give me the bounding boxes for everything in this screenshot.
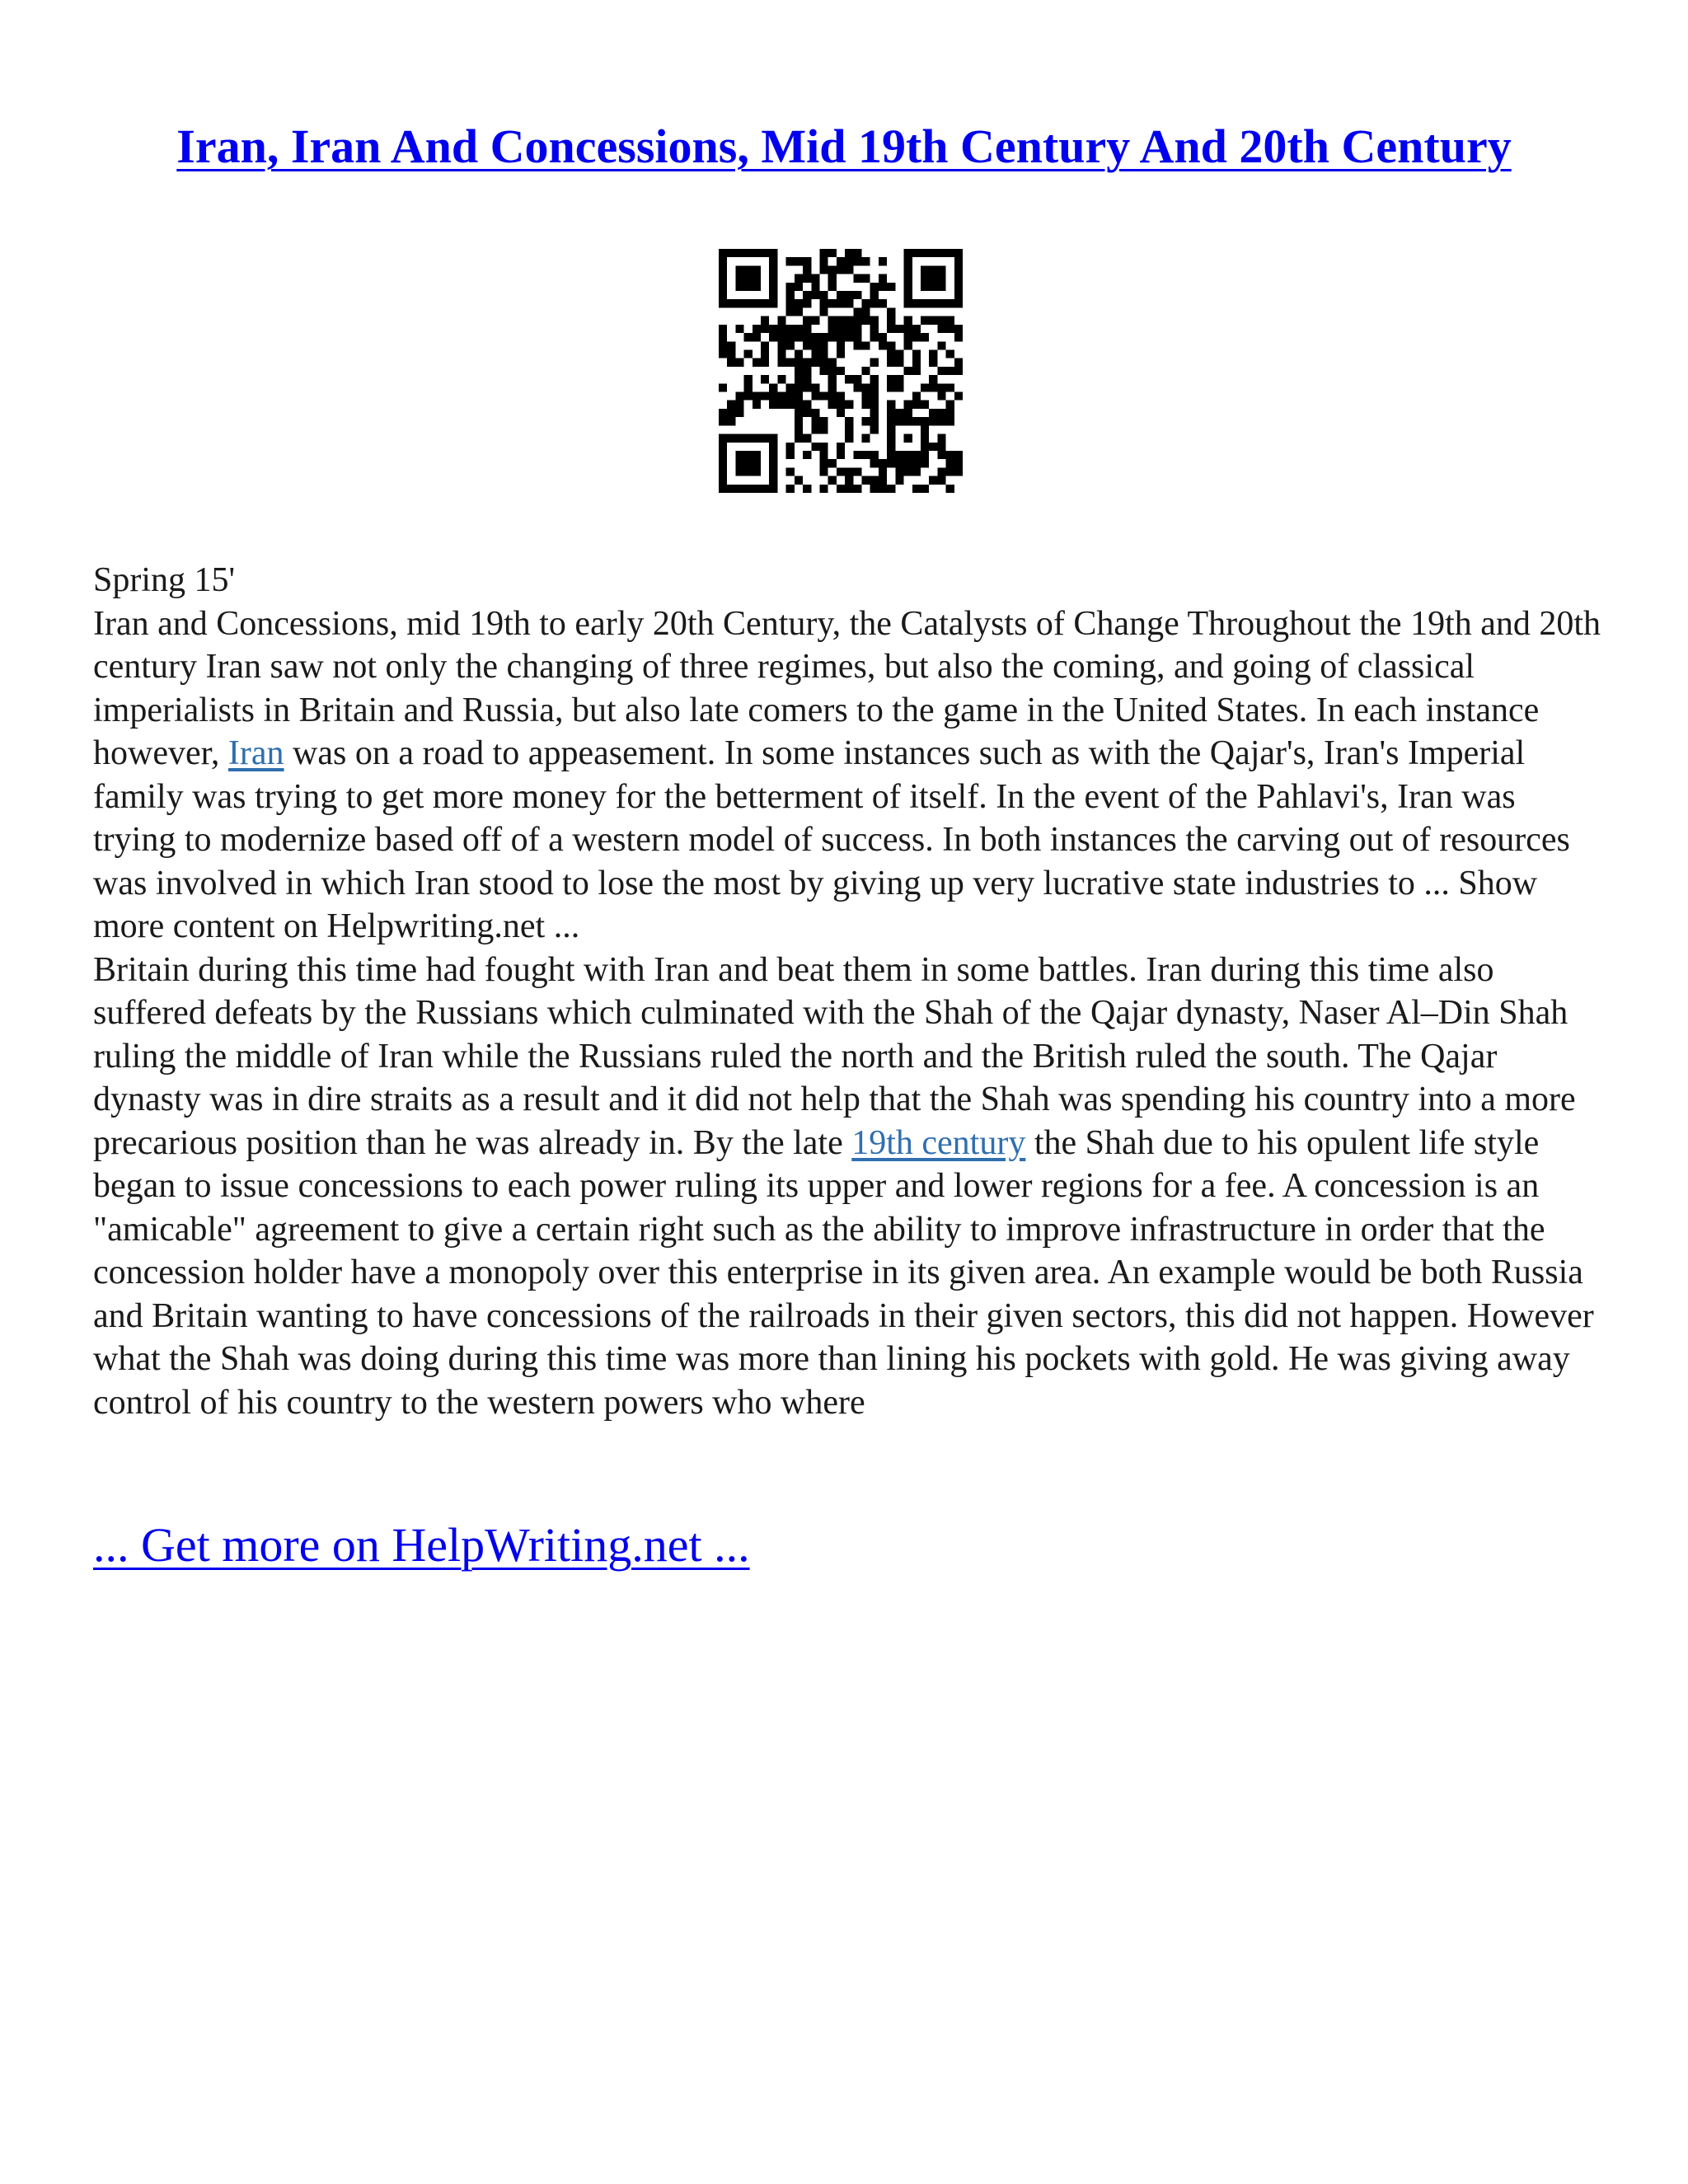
paragraph-1-text-b: was on a road to appeasement. In some instances such as with the Qajar's, Iran's Imperial family was trying to get more money for the betterment of itself. In the event of the Pahlavi's, Iran was trying to modernize based off of a western model of success. In both instances the carving out of resources was involved in which Iran stood to lose the most by giving up very lucrative state industries to ... Show more content on Helpwriting.net ... — [93, 734, 1570, 945]
article-body — [93, 559, 1606, 1424]
paragraph-2-text-a: Britain during this time had fought with Iran and beat them in some battles. Iran during this time also suffered defeats by the Russians which culminated with the Shah of the Qajar dynasty, Naser Al–Din Shah ruling the middle of Iran while the Russians ruled the north and the British ruled the south. The Qajar dynasty was in dire straits as a result and it did not help that the Shah was spending his country into a more precarious position than he was already in. By the late — [93, 950, 1576, 1162]
page-title — [0, 114, 1688, 180]
title-link[interactable]: Iran, Iran And Concessions, Mid 19th Century And 20th Century — [176, 120, 1512, 173]
paragraph-1-text-a: Iran and Concessions, mid 19th to early 20th Century, the Catalysts of Change Throughout the 19th and 20th century Iran saw not only the changing of three regimes, but also the coming, and going of classical imperialists in Britain and Russia, but also late comers to the game in the United States. In each instance however, — [93, 604, 1601, 772]
paragraph-2-text-b: the Shah due to his opulent life style began to issue concessions to each power ruling its upper and lower regions for a fee. A concession is an "amicable" agreement to give a certain right such as the ability to improve infrastructure in order that the concession holder have a monopoly over this enterprise in its given area. An example would be both Russia and Britain wanting to have concessions of the railroads in their given sectors, this did not happen. However what the Shah was doing during this time was more than lining his pockets with gold. He was giving away control of his country to the western powers who where — [93, 1123, 1594, 1422]
paragraph-2 — [93, 949, 1606, 1425]
date-line: Spring 15' — [93, 561, 236, 599]
qr-code-icon — [719, 249, 963, 493]
qr-code-graphic — [719, 249, 963, 493]
get-more-link[interactable]: ... Get more on HelpWriting.net ... — [93, 1518, 750, 1572]
19th-century-link[interactable]: 19th century — [851, 1123, 1026, 1162]
paragraph-1 — [93, 602, 1606, 949]
iran-link[interactable]: Iran — [227, 734, 284, 772]
